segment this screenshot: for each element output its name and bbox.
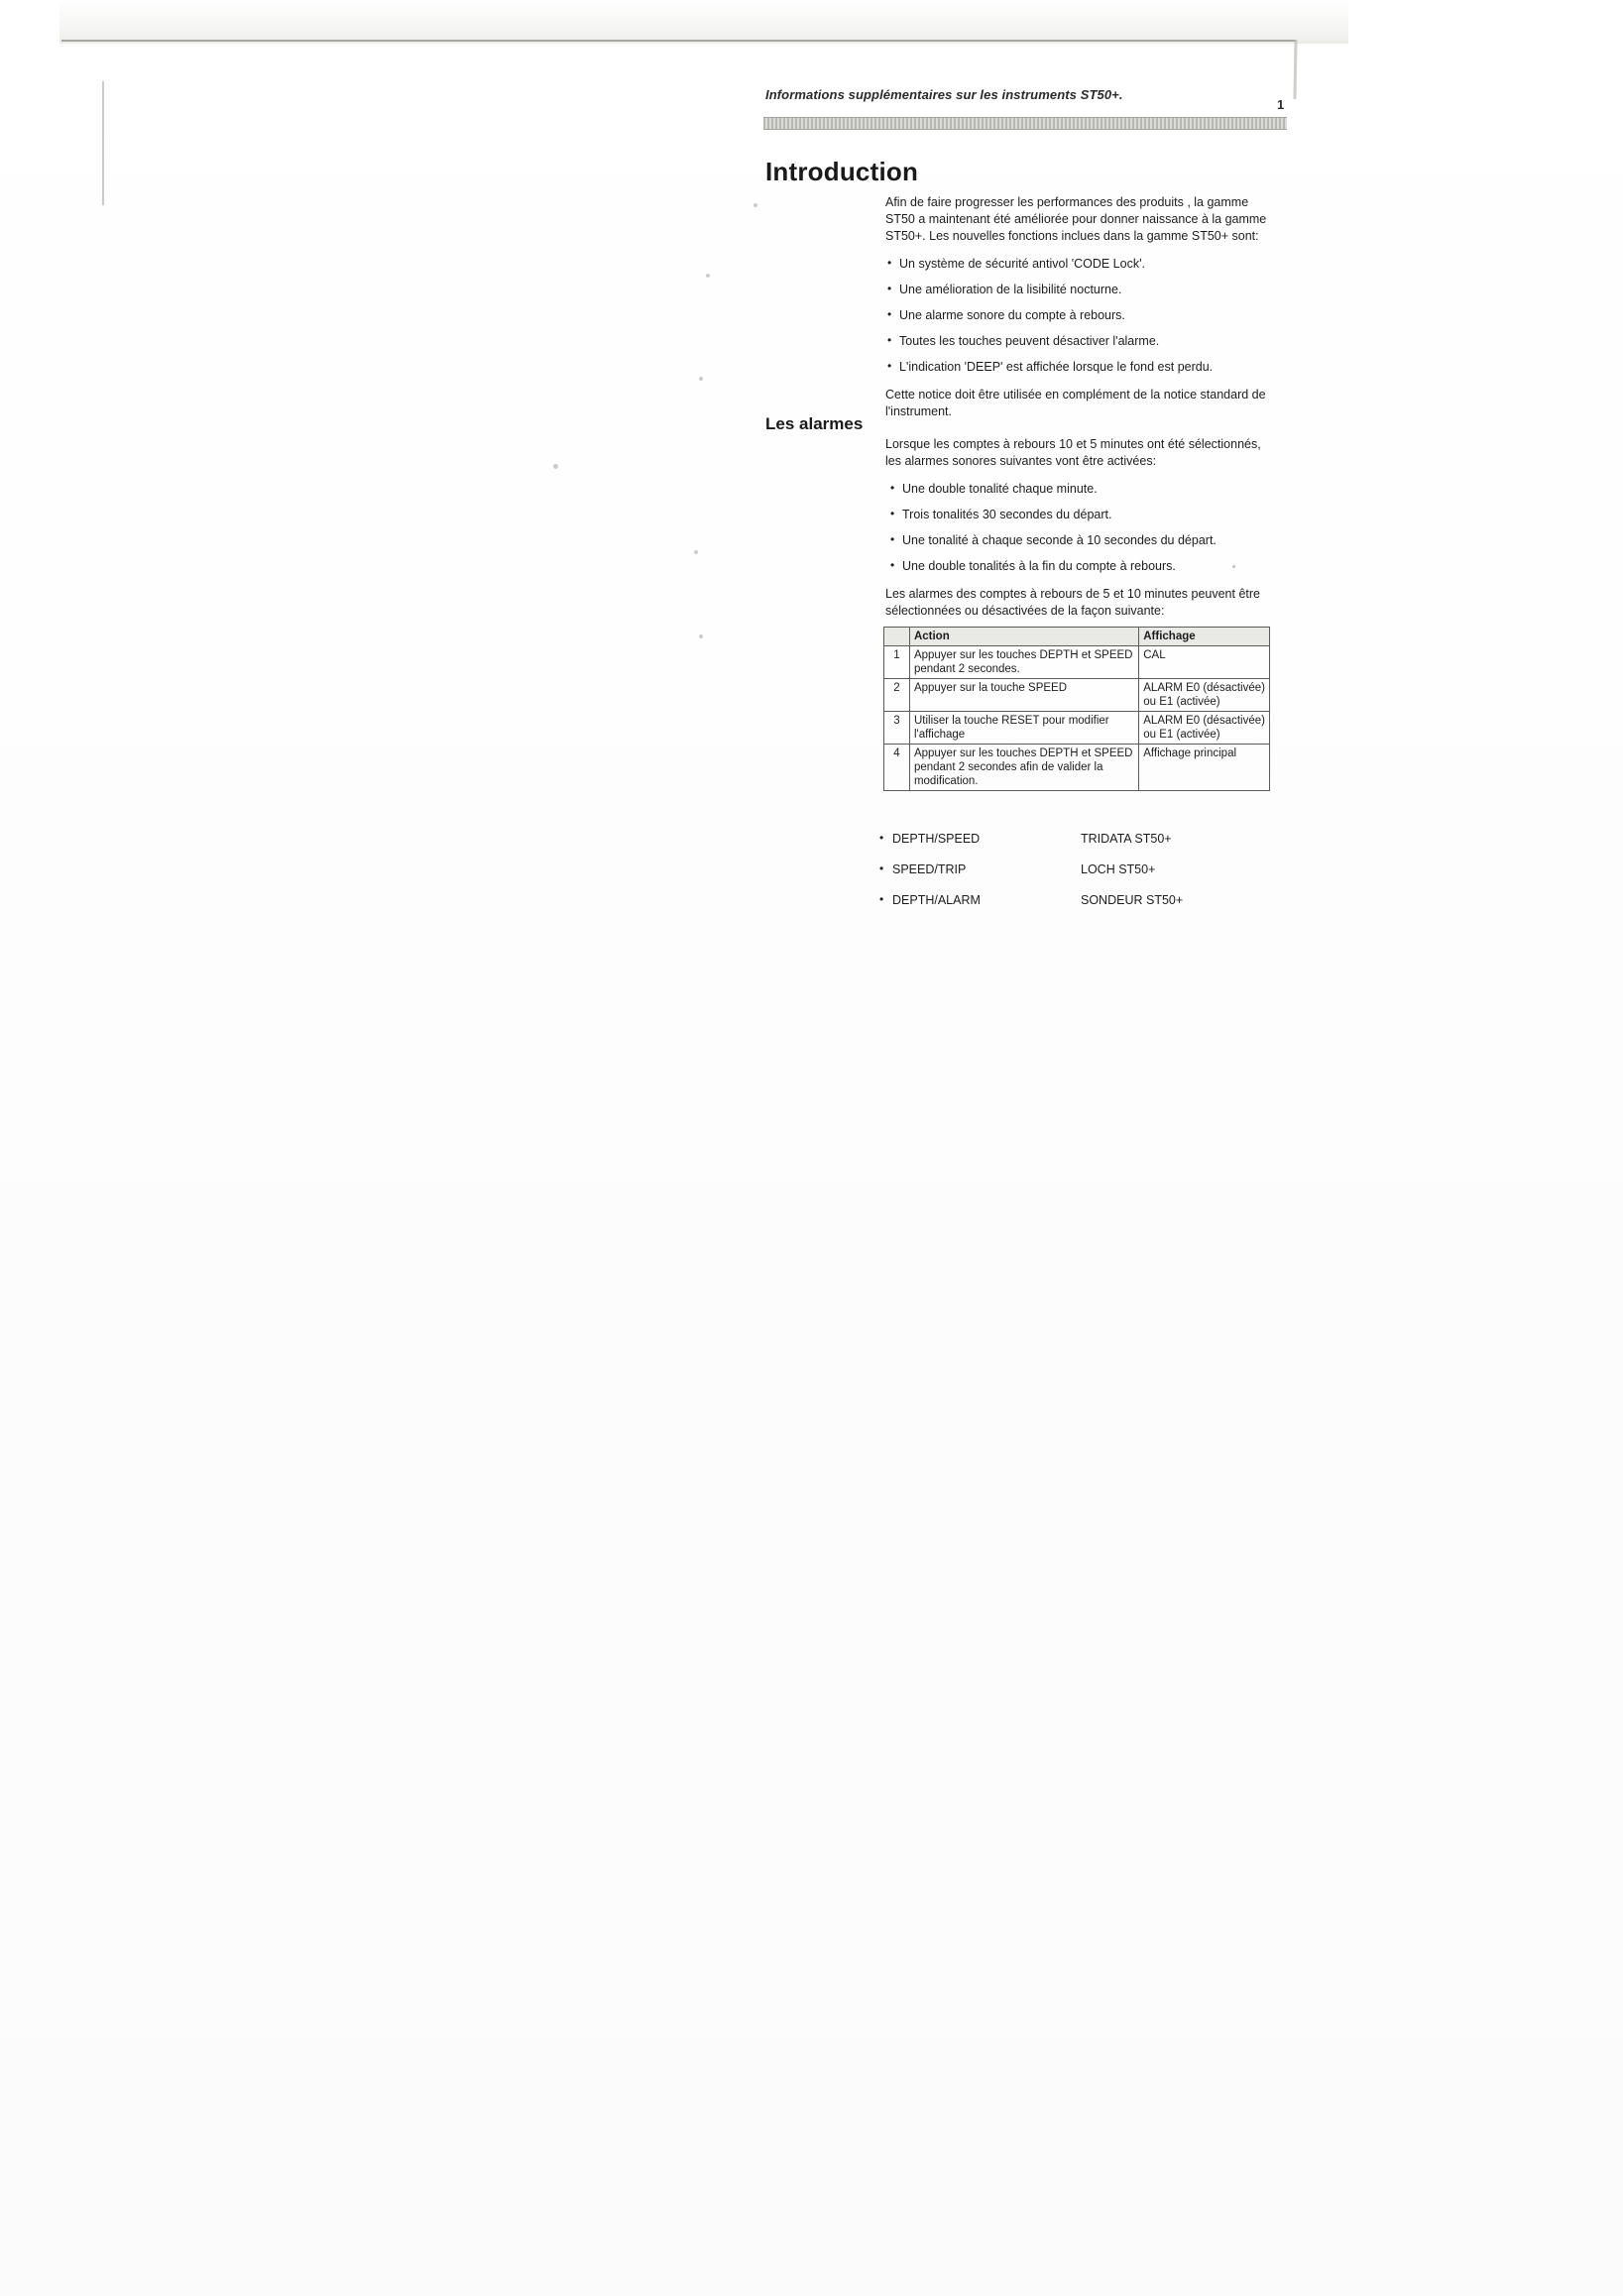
intro-closing-paragraph: Cette notice doit être utilisée en complément de la notice standard de l'instrument.: [885, 388, 1266, 418]
cell-display: ALARM E0 (désactivée) ou E1 (activée): [1139, 679, 1270, 712]
running-header: Informations supplémentaires sur les instruments ST50+.: [765, 87, 1123, 102]
intro-feature-list: [885, 256, 1272, 376]
alarmes-intro-paragraph: Lorsque les comptes à rebours 10 et 5 minutes ont été sélectionnés, les alarmes sonores suivantes vont être activées:: [885, 437, 1261, 468]
model-keys: • DEPTH/SPEED: [878, 831, 1081, 847]
list-item: [878, 892, 1275, 908]
cell-display: ALARM E0 (désactivée) ou E1 (activée): [1139, 712, 1270, 745]
column-header-display: Affichage: [1139, 628, 1270, 646]
introduction-body: [885, 194, 1272, 431]
list-item: • Une amélioration de la lisibilité nocturne.: [885, 282, 1272, 298]
model-name: TRIDATA ST50+: [1081, 832, 1172, 846]
cell-step-number: 2: [884, 679, 910, 712]
cell-action: Utiliser la touche RESET pour modifier l'affichage: [909, 712, 1138, 745]
cell-action: Appuyer sur les touches DEPTH et SPEED pendant 2 secondes afin de valider la modification.: [909, 745, 1138, 791]
list-item: • Toutes les touches peuvent désactiver l'alarme.: [885, 333, 1272, 350]
list-item: • Une alarme sonore du compte à rebours.: [885, 307, 1272, 324]
alarmes-body: [885, 436, 1272, 631]
model-name: LOCH ST50+: [1081, 862, 1156, 876]
cell-step-number: 3: [884, 712, 910, 745]
table-row: [884, 712, 1270, 745]
page-title: Introduction: [765, 157, 919, 186]
list-item: • L'indication 'DEEP' est affichée lorsque le fond est perdu.: [885, 359, 1272, 376]
table-row: [884, 646, 1270, 679]
list-item: • Trois tonalités 30 secondes du départ.: [885, 507, 1272, 523]
alarmes-tone-list: [885, 481, 1272, 575]
table-header-row: [884, 628, 1270, 646]
list-item: • Une double tonalité chaque minute.: [885, 481, 1272, 498]
column-header-action: Action: [909, 628, 1138, 646]
table-intro-paragraph: Les alarmes des comptes à rebours de 5 et 10 minutes peuvent être sélectionnées ou désactivées de la façon suivante:: [885, 587, 1260, 618]
model-key-list: [878, 831, 1275, 923]
page-number: 1: [1277, 97, 1285, 112]
column-header-number: [884, 628, 910, 646]
cell-step-number: 1: [884, 646, 910, 679]
header-rule: [763, 117, 1287, 130]
list-item: • Une double tonalités à la fin du compte à rebours.: [885, 558, 1272, 575]
list-item: [878, 831, 1275, 847]
table-row: [884, 745, 1270, 791]
cell-step-number: 4: [884, 745, 910, 791]
list-item: [878, 861, 1275, 877]
table-row: [884, 679, 1270, 712]
model-keys: • DEPTH/ALARM: [878, 892, 1081, 908]
procedure-table: [883, 627, 1270, 791]
model-keys: • SPEED/TRIP: [878, 861, 1081, 877]
cell-display: CAL: [1139, 646, 1270, 679]
model-name: SONDEUR ST50+: [1081, 893, 1184, 907]
cell-display: Affichage principal: [1139, 745, 1270, 791]
cell-action: Appuyer sur les touches DEPTH et SPEED pendant 2 secondes.: [909, 646, 1138, 679]
list-item: • Une tonalité à chaque seconde à 10 secondes du départ.: [885, 532, 1272, 549]
list-item: • Un système de sécurité antivol 'CODE Lock'.: [885, 256, 1272, 273]
cell-action: Appuyer sur la touche SPEED: [909, 679, 1138, 712]
section-heading-alarmes: Les alarmes: [765, 414, 864, 433]
intro-paragraph: Afin de faire progresser les performances des produits , la gamme ST50 a maintenant été améliorée pour donner naissance à la gamme ST50+. Les nouvelles fonctions inclues dans la gamme ST50+ sont:: [885, 195, 1267, 243]
